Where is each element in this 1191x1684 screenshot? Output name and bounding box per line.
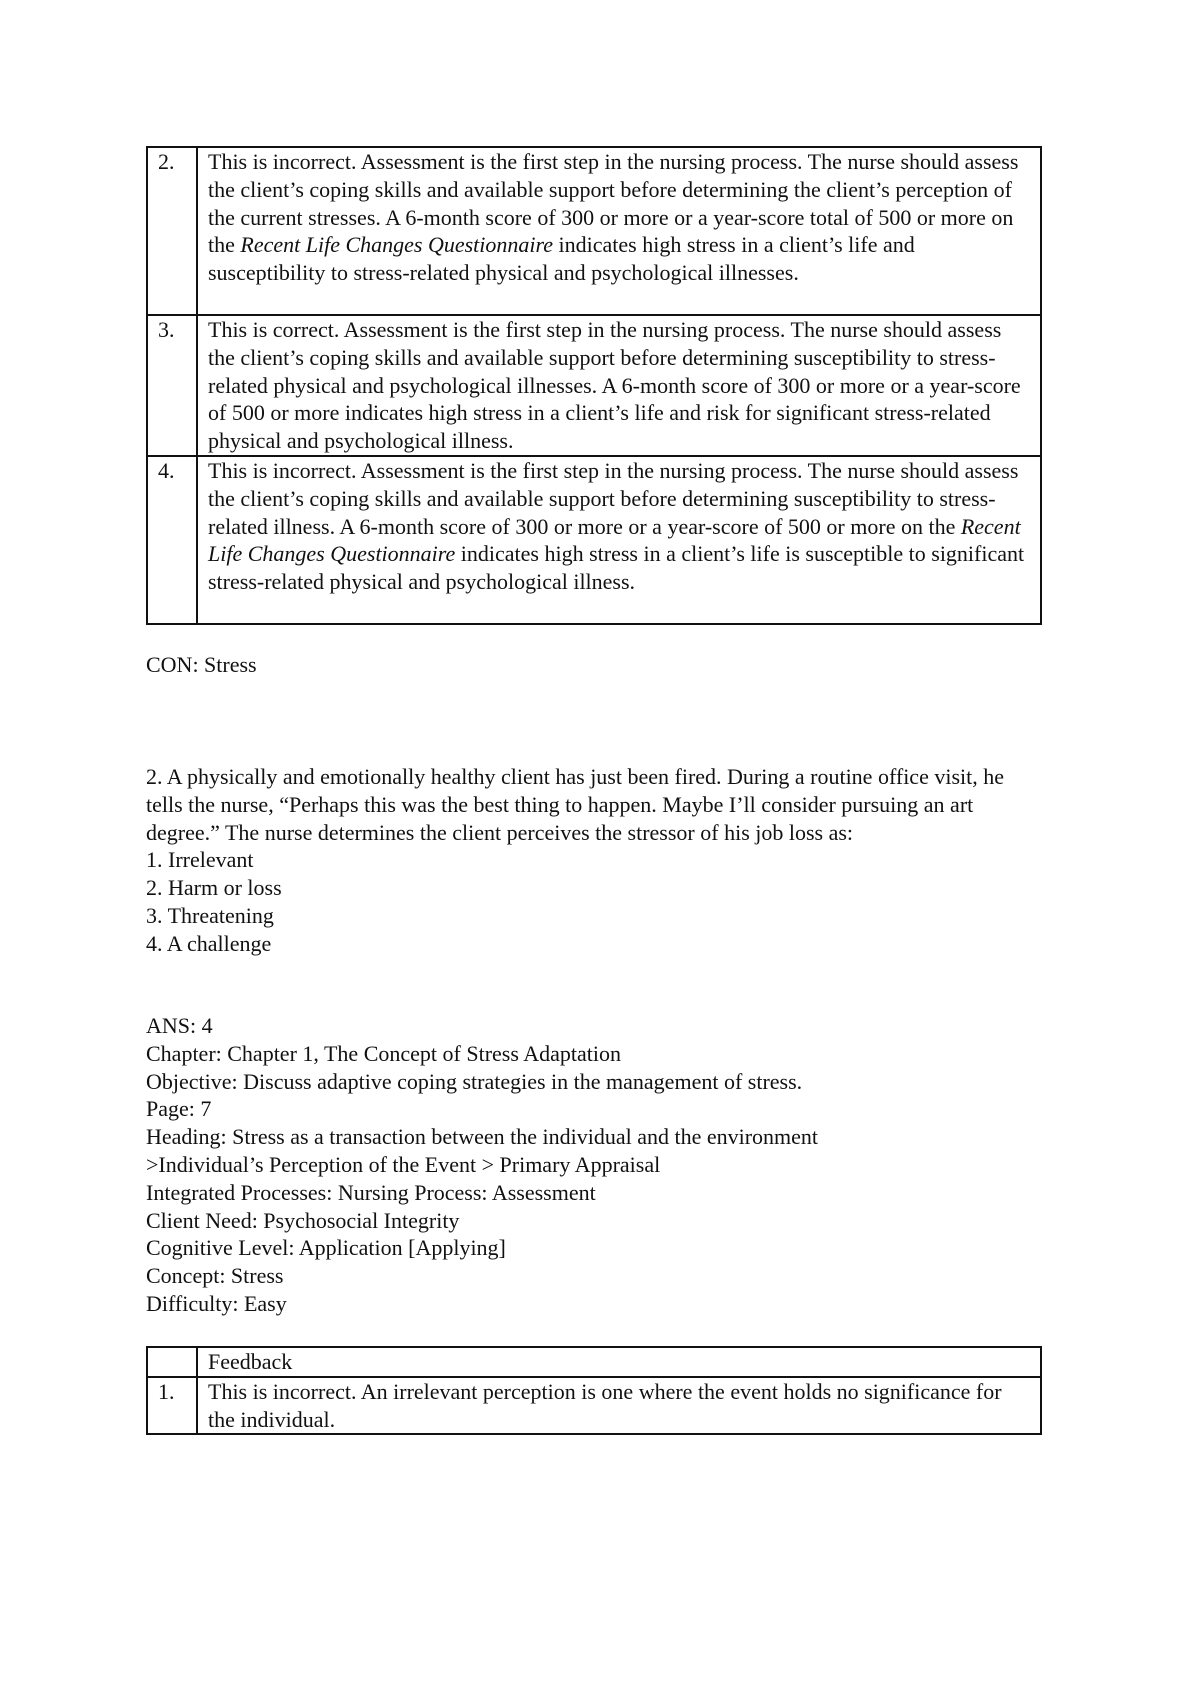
option: 1. Irrelevant bbox=[146, 847, 254, 873]
client-need: Client Need: Psychosocial Integrity bbox=[146, 1207, 460, 1233]
answer: ANS: 4 bbox=[146, 1013, 213, 1038]
row-number: 2. bbox=[147, 147, 197, 315]
integrated-processes: Integrated Processes: Nursing Process: Assessment bbox=[146, 1179, 596, 1205]
question-stem: 2. A physically and emotionally healthy client has just been fired. During a routine office visit, he tells the nurse, “Perhaps this was the best thing to happen. Maybe I’ll consider pursuing an art degree.” The nurse determines the client perceives the stressor of his job loss as: bbox=[146, 764, 1004, 845]
table-row bbox=[147, 315, 1041, 456]
cognitive-level: Cognitive Level: Application [Applying] bbox=[146, 1235, 506, 1261]
option: 4. A challenge bbox=[146, 930, 272, 956]
difficulty: Difficulty: Easy bbox=[146, 1290, 287, 1316]
page: Page: 7 bbox=[146, 1096, 212, 1122]
feedback-text: This is incorrect. Assessment is the first step in the nursing process. The nurse should assess the client’s coping skills and available support before determining the client’s perception of the current stresses. A 6-month score of 300 or more or a year-score total of 500 or more on the Recent Life Changes Questionnaire indicates high stress in a client’s life and susceptibility to stress-related physical and psychological illnesses. bbox=[197, 147, 1041, 315]
heading-cont: >Individual’s Perception of the Event > Primary Appraisal bbox=[146, 1151, 661, 1177]
feedback-text: This is correct. Assessment is the first step in the nursing process. The nurse should assess the client’s coping skills and available support before determining susceptibility to stress-related physical and psychological illnesses. A 6-month score of 300 or more or a year-score of 500 or more indicates high stress in a client’s life and risk for significant stress-related physical and psychological illness. bbox=[197, 315, 1041, 456]
row-number: 3. bbox=[147, 315, 197, 456]
concept: Concept: Stress bbox=[146, 1263, 284, 1289]
feedback-text: This is incorrect. An irrelevant perception is one where the event holds no significance for the individual. bbox=[197, 1377, 1041, 1435]
feedback-table bbox=[146, 1346, 1046, 1435]
question bbox=[146, 763, 1006, 958]
option: 3. Threatening bbox=[146, 902, 274, 928]
concept-line: CON: Stress bbox=[146, 652, 257, 677]
chapter: Chapter: Chapter 1, The Concept of Stress Adaptation bbox=[146, 1040, 621, 1066]
objective: Objective: Discuss adaptive coping strategies in the management of stress. bbox=[146, 1068, 803, 1094]
answer-metadata bbox=[146, 1012, 1046, 1318]
heading: Heading: Stress as a transaction between the individual and the environment bbox=[146, 1124, 819, 1150]
table-row bbox=[147, 147, 1041, 315]
option: 2. Harm or loss bbox=[146, 875, 282, 901]
feedback-header: Feedback bbox=[197, 1347, 1041, 1377]
feedback-table-continued bbox=[146, 146, 1046, 625]
feedback-text: This is incorrect. Assessment is the first step in the nursing process. The nurse should assess the client’s coping skills and available support before determining susceptibility to stress-related illness. A 6-month score of 300 or more or a year-score of 500 or more on the Recent Life Changes Questionnaire indicates high stress in a client’s life is susceptible to significant stress-related physical and psychological illness. bbox=[197, 456, 1041, 624]
row-number: 4. bbox=[147, 456, 197, 624]
table-header bbox=[147, 1347, 1041, 1377]
table-row bbox=[147, 456, 1041, 624]
row-number: 1. bbox=[147, 1377, 197, 1435]
table-row bbox=[147, 1377, 1041, 1435]
